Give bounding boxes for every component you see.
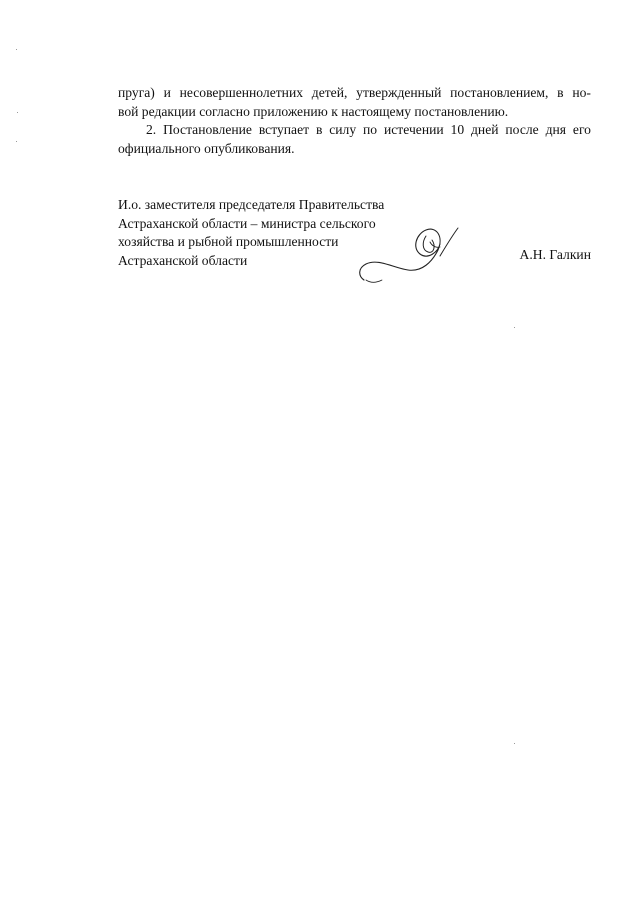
word: дней [471, 122, 499, 137]
word: 10 [450, 122, 465, 137]
paragraph-1-line-1 [118, 84, 591, 103]
scan-speck [514, 743, 515, 744]
word: пруга) [118, 85, 155, 100]
scan-speck [16, 141, 17, 142]
word: истечении [384, 122, 444, 137]
paragraph-2-line-1 [118, 121, 591, 140]
document-body [118, 84, 591, 158]
word: силу [329, 122, 357, 137]
signatory-title-line: Астраханской области [118, 252, 248, 268]
word: в [557, 85, 564, 100]
signatory-title-line: Астраханской области – министра сельского [118, 215, 376, 231]
word: несовершеннолетних [179, 85, 304, 100]
signer-name: А.Н. Галкин [519, 247, 591, 262]
signatory-title-line: хозяйства и рыбной промышленности [118, 234, 339, 249]
word: и [163, 85, 171, 100]
scan-speck [17, 112, 18, 113]
word: но- [572, 85, 591, 100]
signatory-title-line: И.о. заместителя председателя Правительства [118, 197, 385, 212]
word: после [505, 122, 539, 137]
word: 2. [146, 122, 157, 137]
word: его [572, 122, 591, 137]
word: утвержденный [356, 85, 442, 100]
word: Постановление [163, 122, 252, 137]
handwritten-signature [356, 222, 460, 284]
scan-speck [514, 327, 515, 328]
word: по [363, 122, 378, 137]
word: вступает [258, 122, 310, 137]
word: дня [545, 122, 567, 137]
word: постановлением, [450, 85, 549, 100]
word: в [315, 122, 323, 137]
paragraph-2-line-2: официального опубликования. [118, 140, 295, 156]
word: детей, [311, 85, 348, 100]
scan-speck [16, 49, 17, 50]
paragraph-1-line-2: вой редакции согласно приложению к настоящему постановлению. [118, 103, 509, 119]
